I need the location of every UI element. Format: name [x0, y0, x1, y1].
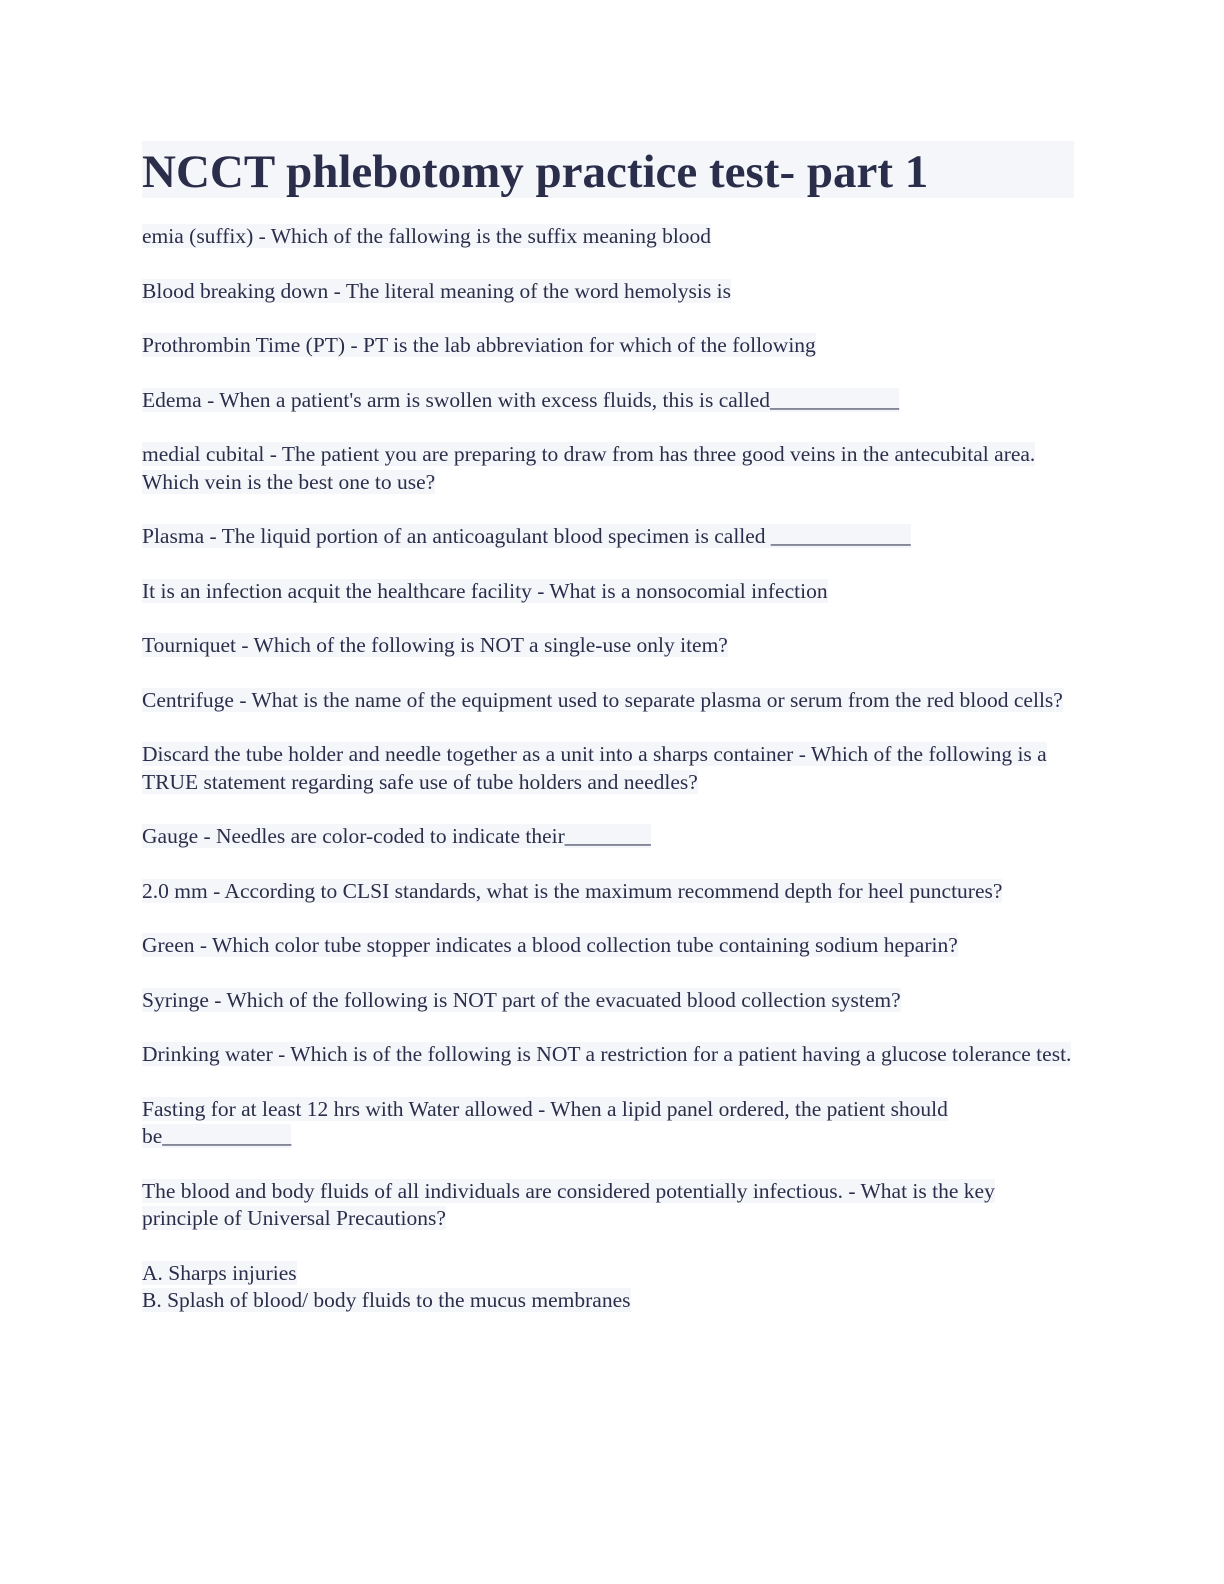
qa-item: [142, 332, 1074, 360]
qa-item: [142, 1096, 1074, 1151]
title-box: [142, 141, 1074, 198]
qa-text: Prothrombin Time (PT) - PT is the lab abbreviation for which of the following: [142, 333, 816, 357]
qa-item: [142, 741, 1074, 796]
qa-item: [142, 223, 1074, 251]
qa-text: Plasma - The liquid portion of an anticoagulant blood specimen is called _____________: [142, 524, 911, 548]
qa-text: Tourniquet - Which of the following is NOT a single-use only item?: [142, 633, 728, 657]
qa-item: [142, 578, 1074, 606]
qa-text: Discard the tube holder and needle together as a unit into a sharps container - Which of the following is a TRUE statement regarding safe use of tube holders and needles?: [142, 742, 1047, 794]
qa-item: [142, 278, 1074, 306]
document-page: [142, 141, 1074, 1315]
answer-options: [142, 1260, 1074, 1315]
qa-item: [142, 932, 1074, 960]
qa-text: Syringe - Which of the following is NOT part of the evacuated blood collection system?: [142, 987, 901, 1012]
qa-item: [142, 1178, 1074, 1233]
qa-text: Centrifuge - What is the name of the equipment used to separate plasma or serum from the red blood cells?: [142, 687, 1063, 712]
qa-text: medial cubital - The patient you are preparing to draw from has three good veins in the antecubital area. Which vein is the best one to use?: [142, 442, 1036, 494]
qa-item: [142, 441, 1074, 496]
qa-text: Green - Which color tube stopper indicates a blood collection tube containing sodium heparin?: [142, 933, 958, 957]
qa-text: It is an infection acquit the healthcare facility - What is a nonsocomial infection: [142, 578, 828, 603]
answer-option: [142, 1260, 1074, 1288]
qa-text: Edema - When a patient's arm is swollen with excess fluids, this is called____________: [142, 387, 900, 412]
qa-item: [142, 823, 1074, 851]
qa-text: emia (suffix) - Which of the fallowing is the suffix meaning blood: [142, 224, 712, 248]
qa-text: 2.0 mm - According to CLSI standards, what is the maximum recommend depth for heel punctures?: [142, 878, 1003, 903]
qa-item: [142, 1041, 1074, 1069]
qa-text: Fasting for at least 12 hrs with Water allowed - When a lipid panel ordered, the patient should be____________: [142, 1096, 948, 1148]
qa-item: [142, 387, 1074, 415]
answer-option-text: B. Splash of blood/ body fluids to the mucus membranes: [142, 1288, 631, 1312]
qa-text: Gauge - Needles are color-coded to indicate their________: [142, 824, 651, 848]
page-title: NCCT phlebotomy practice test- part 1: [142, 146, 929, 198]
qa-text: The blood and body fluids of all individuals are considered potentially infectious. - What is the key principle of Universal Precautions?: [142, 1178, 995, 1230]
qa-item: [142, 632, 1074, 660]
qa-list: [142, 223, 1074, 1315]
answer-option: [142, 1287, 1074, 1315]
qa-item: [142, 523, 1074, 551]
qa-text: Blood breaking down - The literal meaning of the word hemolysis is: [142, 278, 731, 303]
qa-text: Drinking water - Which is of the following is NOT a restriction for a patient having a glucose tolerance test.: [142, 1042, 1072, 1066]
qa-item: [142, 878, 1074, 906]
answer-option-text: A. Sharps injuries: [142, 1260, 297, 1285]
qa-item: [142, 687, 1074, 715]
qa-item: [142, 987, 1074, 1015]
